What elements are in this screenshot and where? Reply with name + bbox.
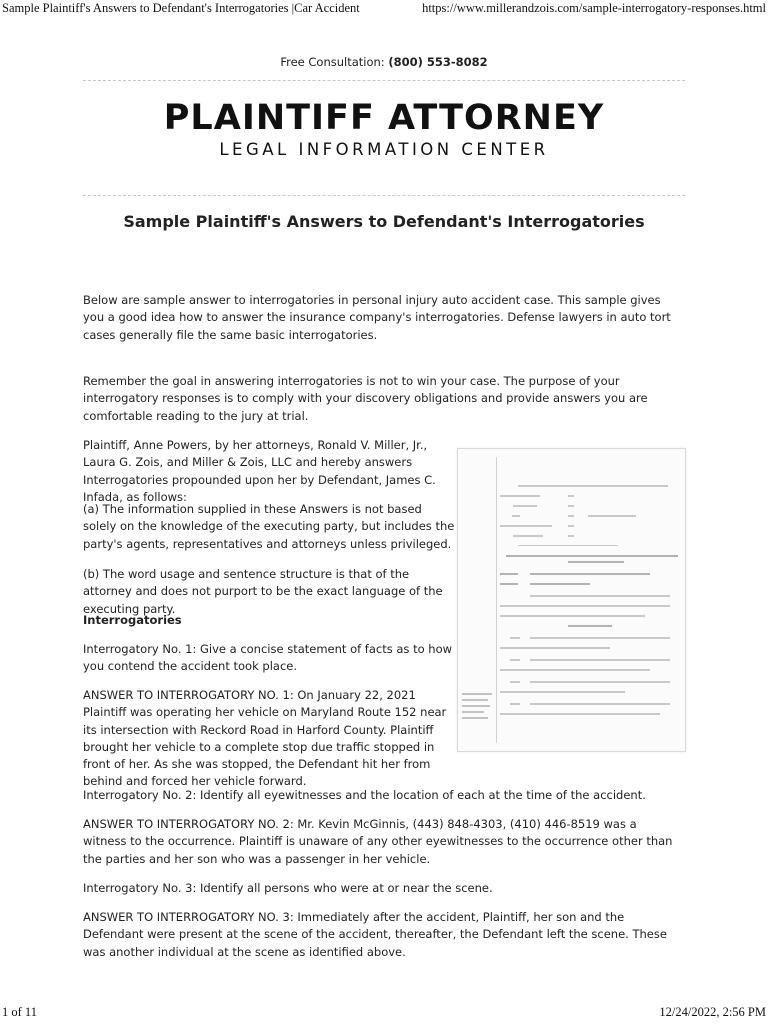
- thumb-margin-line: [496, 457, 497, 743]
- paragraph-a: (a) The information supplied in these Answers is not based solely on the knowledge of the executing party, but includes the party's agents, representatives and attorneys unless privileged.: [83, 502, 455, 551]
- thumb-line: [500, 495, 540, 497]
- thumb-line: [530, 595, 670, 597]
- print-datetime: 12/24/2022, 2:56 PM: [659, 1005, 766, 1019]
- thumb-line: [568, 505, 574, 507]
- interrogatories-heading: Interrogatories: [83, 613, 182, 627]
- interrogatory-1: Interrogatory No. 1: Give a concise statement of facts as to how you contend the accident took place.: [83, 642, 453, 674]
- paragraph-b: (b) The word usage and sentence structure is that of the attorney and does not purport to be the exact language of the executing party.: [83, 567, 443, 616]
- print-header: [0, 0, 768, 18]
- thumb-line: [568, 515, 574, 517]
- thumb-line: [588, 515, 636, 517]
- header-divider-top: [83, 80, 685, 81]
- thumb-line: [510, 659, 520, 661]
- logo-title: PLAINTIFF ATTORNEY: [163, 98, 605, 138]
- thumb-line: [500, 647, 610, 649]
- thumb-line: [513, 535, 543, 537]
- thumb-line: [510, 637, 520, 639]
- thumb-line: [500, 525, 552, 527]
- thumb-line: [500, 615, 645, 617]
- print-page-number: 1 of 11: [2, 1005, 37, 1019]
- answer-1: ANSWER TO INTERROGATORY NO. 1: On January 22, 2021 Plaintiff was operating her vehicle on Maryland Route 152 near its intersection with Reckord Road in Harford County. Plaintiff brought her vehicle to a complete stop due traffic stopped in front of her. As she was stopped, the Defendant hit her from behind and forced her vehicle forward.: [83, 688, 447, 789]
- consultation-phone-link[interactable]: (800) 553-8082: [388, 55, 488, 69]
- thumb-line: [568, 525, 574, 527]
- thumb-side-note: [462, 717, 488, 719]
- free-consultation: [0, 55, 768, 69]
- logo-subtitle: LEGAL INFORMATION CENTER: [219, 140, 549, 159]
- thumb-line: [500, 573, 518, 575]
- remember-paragraph: Remember the goal in answering interrogatories is not to win your case. The purpose of your interrogatory responses is to comply with your discovery obligations and provide answers you are comfortable reading to the jury at trial.: [83, 374, 648, 423]
- thumb-line: [530, 637, 670, 639]
- thumb-side-note: [462, 699, 488, 701]
- thumb-line: [568, 535, 574, 537]
- thumb-line: [512, 515, 520, 517]
- thumb-line: [500, 605, 670, 607]
- thumb-line: [510, 703, 520, 705]
- thumb-line: [568, 625, 612, 627]
- site-logo[interactable]: [0, 98, 768, 160]
- consultation-label: Free Consultation:: [280, 55, 389, 69]
- thumb-line: [518, 485, 668, 487]
- sample-document-thumbnail: [457, 448, 686, 752]
- thumb-line: [568, 561, 624, 563]
- print-footer: [0, 1006, 768, 1024]
- answer-2: ANSWER TO INTERROGATORY NO. 2: Mr. Kevin McGinnis, (443) 848-4303, (410) 446-8519 was a witness to the occurrence. Plaintiff is unaware of any other eyewitnesses to the occurrence other than the parties and her son who was a passenger in her vehicle.: [83, 817, 673, 866]
- thumb-line: [500, 691, 625, 693]
- thumb-side-note: [462, 711, 484, 713]
- thumb-line: [500, 583, 518, 585]
- thumb-line: [510, 681, 520, 683]
- thumb-line: [530, 659, 670, 661]
- answer-3: ANSWER TO INTERROGATORY NO. 3: Immediately after the accident, Plaintiff, her son and the Defendant were present at the scene of the accident, thereafter, the Defendant left the scene. These was another individual at the scene as identified above.: [83, 910, 667, 959]
- print-page-url: https://www.millerandzois.com/sample-interrogatory-responses.html: [422, 1, 766, 15]
- thumb-line: [530, 583, 590, 585]
- interrogatory-3: Interrogatory No. 3: Identify all persons who were at or near the scene.: [83, 881, 493, 895]
- thumb-line: [530, 573, 650, 575]
- plaintiff-paragraph: Plaintiff, Anne Powers, by her attorneys, Ronald V. Miller, Jr., Laura G. Zois, and Miller & Zois, LLC and hereby answers Interrogatories propounded upon her by Defendant, James C. Infada, as follows:: [83, 438, 436, 504]
- thumb-line: [530, 681, 670, 683]
- thumb-line: [506, 555, 678, 557]
- thumb-line: [568, 495, 574, 497]
- thumb-line: [500, 669, 650, 671]
- thumb-line: [530, 703, 670, 705]
- article-title: Sample Plaintiff's Answers to Defendant's Interrogatories: [123, 212, 645, 231]
- interrogatory-2: Interrogatory No. 2: Identify all eyewitnesses and the location of each at the time of the accident.: [83, 788, 646, 802]
- print-page-title: Sample Plaintiff's Answers to Defendant's Interrogatories |Car Accident: [2, 1, 360, 15]
- thumb-side-note: [462, 705, 490, 707]
- thumb-line: [500, 713, 660, 715]
- thumb-line: [518, 545, 618, 546]
- thumb-line: [513, 505, 537, 507]
- intro-paragraph: Below are sample answer to interrogatories in personal injury auto accident case. This sample gives you a good idea how to answer the insurance company's interrogatories. Defense lawyers in auto tort cases generally file the same basic interrogatories.: [83, 293, 671, 342]
- header-divider-bottom: [83, 195, 685, 196]
- thumb-side-note: [462, 693, 492, 695]
